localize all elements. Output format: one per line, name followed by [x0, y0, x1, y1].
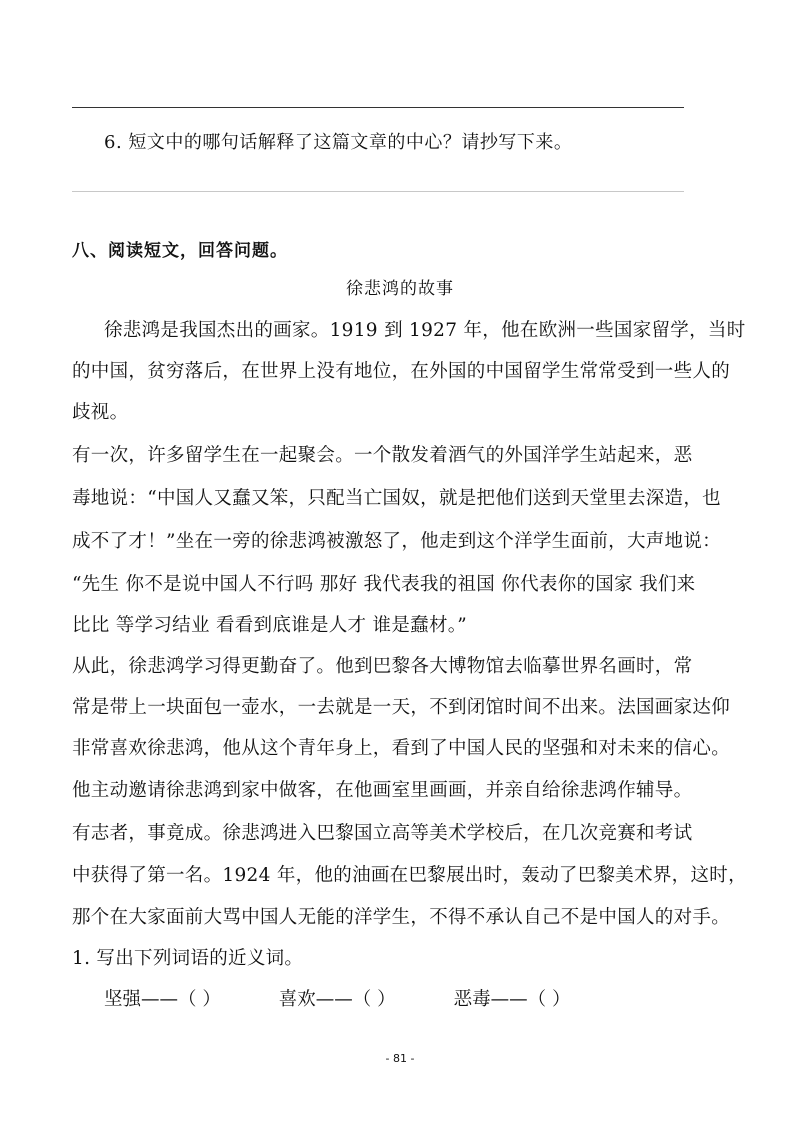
- question-1: 1. 写出下列词语的近义词。: [72, 948, 304, 969]
- text-line: “先生 你不是说中国人不行吗 那好 我代表我的祖国 你代表你的国家 我们来: [72, 574, 696, 595]
- answer-line-q6: [72, 191, 684, 192]
- text-line: 常是带上一块面包一壶水，一去就是一天，不到闭馆时间不出来。法国画家达仰: [72, 697, 731, 718]
- text-line: 非常喜欢徐悲鸿，他从这个青年身上，看到了中国人民的坚强和对未来的信心。: [72, 738, 731, 759]
- question-6: 6. 短文中的哪句话解释了这篇文章的中心？请抄写下来。: [104, 132, 573, 153]
- text-line: 徐悲鸿是我国杰出的画家。1919 到 1927 年，他在欧洲一些国家留学，当时: [104, 320, 746, 341]
- text-line: 中获得了第一名。1924 年，他的油画在巴黎展出时，轰动了巴黎美术界，这时，: [72, 865, 747, 886]
- text-line: 毒地说：“中国人又蠢又笨，只配当亡国奴，就是把他们送到天堂里去深造，也: [72, 488, 721, 509]
- synonym-blank-1[interactable]: 坚强——（ ）: [104, 989, 221, 1010]
- synonym-row: [104, 985, 622, 1011]
- text-line: 比比 等学习结业 看看到底谁是人才 谁是蠢材。”: [72, 615, 468, 636]
- text-line: 成不了才！”坐在一旁的徐悲鸿被激怒了，他走到这个洋学生面前，大声地说：: [72, 531, 721, 552]
- text-line: 有一次，许多留学生在一起聚会。一个散发着酒气的外国洋学生站起来，恶: [72, 445, 693, 466]
- text-line: 从此，徐悲鸿学习得更勤奋了。他到巴黎各大博物馆去临摹世界名画时，常: [72, 656, 693, 677]
- text-line: 他主动邀请徐悲鸿到家中做客，在他画室里画画，并亲自给徐悲鸿作辅导。: [72, 780, 693, 801]
- text-line: 那个在大家面前大骂中国人无能的洋学生，不得不承认自己不是中国人的对手。: [72, 907, 731, 928]
- text-line: 歧视。: [72, 402, 129, 423]
- section-heading: 八、阅读短文，回答问题。: [72, 241, 288, 261]
- synonym-blank-2[interactable]: 喜欢——（ ）: [278, 989, 396, 1010]
- page-number: - 81 -: [385, 1052, 415, 1065]
- text-line: 有志者，事竟成。徐悲鸿进入巴黎国立高等美术学校后，在几次竞赛和考试: [72, 823, 693, 844]
- text-line: 的中国，贫穷落后，在世界上没有地位，在外国的中国留学生常常受到一些人的: [72, 361, 731, 382]
- story-title: 徐悲鸿的故事: [346, 279, 454, 299]
- answer-line-top: [72, 107, 684, 108]
- synonym-blank-3[interactable]: 恶毒——（ ）: [453, 989, 571, 1010]
